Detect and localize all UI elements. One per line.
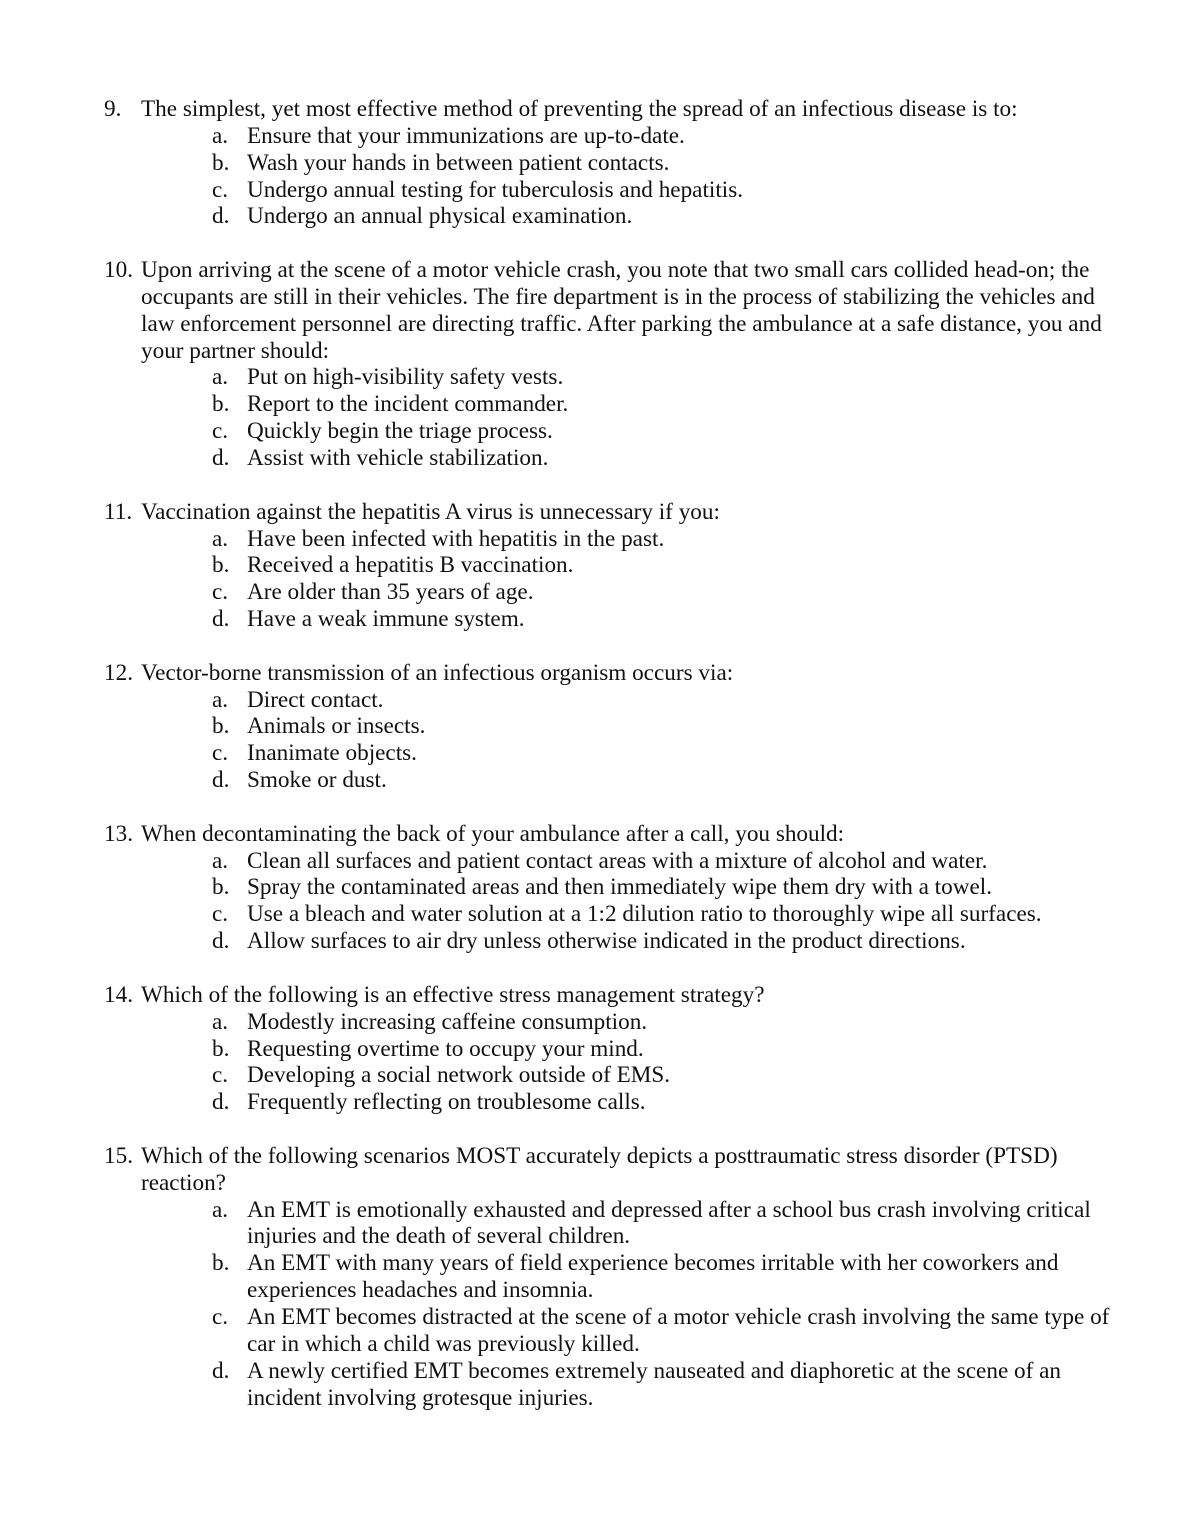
- option-letter: a.: [212, 1008, 229, 1035]
- option-text: Have a weak immune system.: [247, 606, 525, 633]
- option-text: Requesting overtime to occupy your mind.: [247, 1035, 644, 1062]
- option-letter: b.: [212, 1250, 230, 1277]
- option-letter: d.: [212, 928, 230, 955]
- option-text: Use a bleach and water solution at a 1:2 dilution ratio to thoroughly wipe all surfaces.: [247, 901, 1042, 928]
- answer-option: [141, 1009, 1126, 1036]
- question-number: 10.: [104, 257, 133, 284]
- answer-option: [141, 364, 1126, 391]
- option-letter: c.: [212, 176, 229, 203]
- option-letter: b.: [212, 149, 230, 176]
- question-number: 13.: [104, 820, 133, 847]
- answer-option: [141, 123, 1126, 150]
- option-text: An EMT is emotionally exhausted and depressed after a school bus crash involving critical injuries and the death of several children.: [247, 1196, 1091, 1250]
- option-text: Developing a social network outside of EMS.: [247, 1062, 671, 1089]
- option-text: Wash your hands in between patient contacts.: [247, 149, 670, 176]
- option-text: Spray the contaminated areas and then immediately wipe them dry with a towel.: [247, 874, 992, 901]
- option-text: Put on high-visibility safety vests.: [247, 364, 564, 391]
- answer-option: [141, 552, 1126, 579]
- option-text: Report to the incident commander.: [247, 391, 569, 418]
- question-text: Vaccination against the hepatitis A virus is unnecessary if you:: [141, 498, 720, 525]
- answer-option: [141, 418, 1126, 445]
- question: [104, 257, 1126, 472]
- answer-options: [141, 848, 1126, 955]
- option-text: Undergo annual testing for tuberculosis and hepatitis.: [247, 176, 744, 203]
- option-text: Quickly begin the triage process.: [247, 418, 553, 445]
- answer-options: [141, 526, 1126, 633]
- answer-option: [141, 740, 1126, 767]
- option-text: Undergo an annual physical examination.: [247, 203, 633, 230]
- answer-options: [141, 123, 1126, 230]
- answer-option: [141, 928, 1126, 955]
- option-text: Assist with vehicle stabilization.: [247, 444, 549, 471]
- option-letter: c.: [212, 579, 229, 606]
- option-letter: c.: [212, 418, 229, 445]
- answer-option: [141, 1250, 1126, 1304]
- answer-option: [141, 767, 1126, 794]
- answer-option: [141, 1089, 1126, 1116]
- answer-option: [141, 445, 1126, 472]
- question-number: 12.: [104, 659, 133, 686]
- option-text: Frequently reflecting on troublesome calls.: [247, 1089, 646, 1116]
- answer-options: [141, 1009, 1126, 1116]
- option-letter: a.: [212, 122, 229, 149]
- option-text: Clean all surfaces and patient contact areas with a mixture of alcohol and water.: [247, 847, 988, 874]
- answer-options: [141, 1197, 1126, 1412]
- question-number: 9.: [104, 96, 122, 122]
- option-text: Allow surfaces to air dry unless otherwise indicated in the product directions.: [247, 928, 966, 955]
- answer-options: [141, 364, 1126, 471]
- option-text: An EMT with many years of field experience becomes irritable with her coworkers and experiences headaches and insomnia.: [247, 1250, 1059, 1304]
- option-text: Have been infected with hepatitis in the past.: [247, 525, 665, 552]
- option-letter: d.: [212, 203, 230, 230]
- answer-option: [141, 713, 1126, 740]
- question-text: When decontaminating the back of your ambulance after a call, you should:: [141, 820, 845, 847]
- answer-option: [141, 1358, 1126, 1412]
- answer-option: [141, 177, 1126, 204]
- question-text: Which of the following is an effective stress management strategy?: [141, 981, 765, 1008]
- question-number: 11.: [104, 498, 133, 525]
- option-letter: c.: [212, 740, 229, 767]
- answer-option: [141, 1197, 1126, 1251]
- question-text: Vector-borne transmission of an infectious organism occurs via:: [141, 659, 734, 686]
- answer-option: [141, 874, 1126, 901]
- option-letter: d.: [212, 606, 230, 633]
- option-letter: d.: [212, 1357, 230, 1384]
- option-text: Smoke or dust.: [247, 767, 387, 794]
- question-number: 15.: [104, 1142, 133, 1169]
- option-letter: b.: [212, 1035, 230, 1062]
- question: [104, 821, 1126, 955]
- question: [104, 1143, 1126, 1411]
- question-text: Which of the following scenarios MOST accurately depicts a posttraumatic stress disorder (PTSD) reaction?: [141, 1142, 1058, 1196]
- option-letter: b.: [212, 874, 230, 901]
- option-letter: a.: [212, 525, 229, 552]
- option-letter: a.: [212, 847, 229, 874]
- option-letter: b.: [212, 391, 230, 418]
- answer-option: [141, 203, 1126, 230]
- option-letter: a.: [212, 686, 229, 713]
- option-text: Inanimate objects.: [247, 740, 417, 767]
- answer-option: [141, 1036, 1126, 1063]
- option-letter: c.: [212, 1062, 229, 1089]
- answer-option: [141, 901, 1126, 928]
- answer-option: [141, 150, 1126, 177]
- answer-option: [141, 579, 1126, 606]
- option-letter: d.: [212, 767, 230, 794]
- answer-option: [141, 391, 1126, 418]
- question-number: 14.: [104, 981, 133, 1008]
- option-text: Modestly increasing caffeine consumption.: [247, 1008, 648, 1035]
- answer-option: [141, 1304, 1126, 1358]
- question: [104, 982, 1126, 1116]
- option-letter: b.: [212, 552, 230, 579]
- question-list: [104, 96, 1126, 1438]
- option-letter: c.: [212, 901, 229, 928]
- question: [104, 660, 1126, 794]
- option-text: Received a hepatitis B vaccination.: [247, 552, 574, 579]
- option-letter: d.: [212, 444, 230, 471]
- option-text: A newly certified EMT becomes extremely nauseated and diaphoretic at the scene of an incident involving grotesque injuries.: [247, 1357, 1062, 1411]
- option-text: An EMT becomes distracted at the scene of a motor vehicle crash involving the same type of car in which a child was previously killed.: [247, 1303, 1110, 1357]
- answer-option: [141, 687, 1126, 714]
- option-text: Ensure that your immunizations are up-to-date.: [247, 122, 685, 149]
- option-letter: c.: [212, 1303, 229, 1330]
- answer-option: [141, 606, 1126, 633]
- option-letter: d.: [212, 1089, 230, 1116]
- answer-option: [141, 848, 1126, 875]
- option-letter: a.: [212, 364, 229, 391]
- question-text: Upon arriving at the scene of a motor vehicle crash, you note that two small cars collided head-on; the occupants are still in their vehicles. The fire department is in the process of stabilizing the vehicles and law enforcement personnel are directing traffic. After parking the ambulance at a safe distance, you and your partner should:: [141, 257, 1102, 364]
- option-letter: a.: [212, 1196, 229, 1223]
- answer-options: [141, 687, 1126, 794]
- option-text: Animals or insects.: [247, 713, 426, 740]
- question: [104, 499, 1126, 633]
- answer-option: [141, 526, 1126, 553]
- option-text: Are older than 35 years of age.: [247, 579, 534, 606]
- answer-option: [141, 1062, 1126, 1089]
- option-text: Direct contact.: [247, 686, 384, 713]
- question-text: The simplest, yet most effective method of preventing the spread of an infectious disease is to:: [141, 96, 1018, 122]
- question: [104, 96, 1126, 230]
- option-letter: b.: [212, 713, 230, 740]
